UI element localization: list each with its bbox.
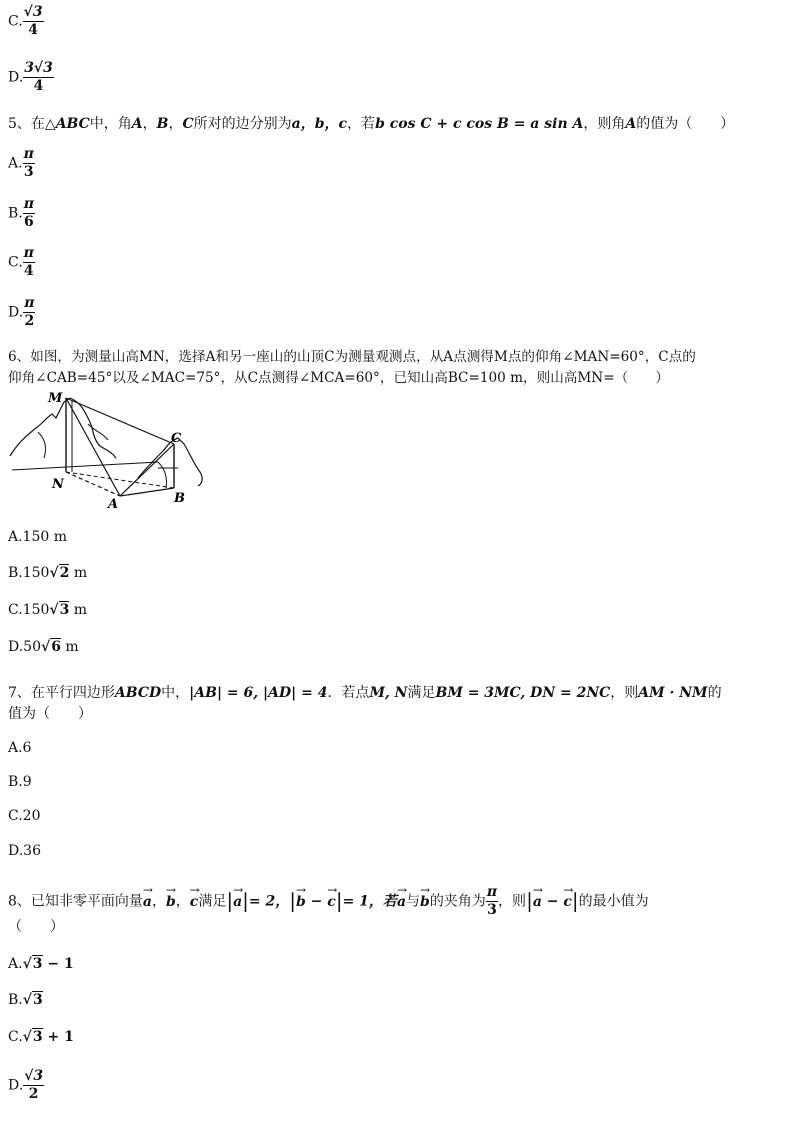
q8-option-b: B.√3 [8, 992, 43, 1008]
q8-stem-line1: 8、已知非零平面向量→ a，→ b，→ c满足|→ a|= 2，|→ b − → c|= 1，若→ a与→ b的夹角为 $\frac{\pi}{3}$ ，则|→ a − → c|的最小值为 [8, 884, 649, 919]
fraction: $\frac{3√3}{4}$ [24, 60, 53, 94]
q6-option-d: D.50√6 m [8, 639, 79, 655]
q7-stem-line2: 值为（ ） [8, 706, 92, 722]
q6-option-c: C.150√3 m [8, 602, 88, 618]
q5-option-c: C. $\frac{\pi}{4}$ [8, 245, 34, 279]
fig-label-b: B [174, 491, 185, 506]
fraction: $\frac{\pi}{3}$ [23, 146, 34, 180]
q8-option-a: A.√3 − 1 [8, 956, 74, 972]
q5-option-b: B. $\frac{\pi}{6}$ [8, 196, 34, 230]
fraction: $\frac{\pi}{3}$ [486, 884, 498, 918]
q6-option-b: B.150√2 m [8, 565, 88, 581]
q8-option-c: C.√3 + 1 [8, 1029, 74, 1045]
fig-label-n: N [52, 477, 64, 492]
mountain-figure [8, 388, 208, 513]
fig-label-c: C [171, 431, 182, 446]
q4-option-c: C. $\frac{√3}{4}$ [8, 4, 43, 38]
fraction: $\frac{\pi}{6}$ [23, 196, 34, 230]
q8-stem-line2: （ ） [8, 919, 64, 935]
fraction: $\frac{√3}{4}$ [23, 4, 43, 38]
fraction: $\frac{√3}{2}$ [24, 1068, 44, 1102]
q7-option-c: C.20 [8, 808, 41, 824]
q4-option-d: D. $\frac{3√3}{4}$ [8, 60, 53, 94]
q5-option-a: A. $\frac{\pi}{3}$ [8, 146, 34, 180]
q6-stem-line2: 仰角∠CAB=45°以及∠MAC=75°，从C点测得∠MCA=60°，已知山高BC=100 m，则山高MN=（ ） [8, 370, 669, 386]
q7-option-a: A.6 [8, 740, 32, 756]
q7-option-b: B.9 [8, 774, 32, 790]
fraction: $\frac{\pi}{2}$ [24, 295, 35, 329]
q5-option-d: D. $\frac{\pi}{2}$ [8, 295, 35, 329]
q7-option-d: D.36 [8, 843, 41, 859]
q5-stem: 5、在△ABC中，角A，B，C所对的边分别为a，b，c，若b cos C + c cos B = a sin A，则角A的值为（ ） [8, 116, 735, 132]
q7-stem-line1: 7、在平行四边形ABCD中，|AB| = 6, |AD| = 4．若点M, N满足BM = 3MC, DN = 2NC，则AM · NM的 [8, 685, 722, 701]
q6-option-a: A.150 m [8, 529, 68, 545]
q8-option-d: D. $\frac{√3}{2}$ [8, 1068, 44, 1102]
fraction: $\frac{\pi}{4}$ [23, 245, 34, 279]
q6-stem-line1: 6、如图，为测量山高MN，选择A和另一座山的山顶C为测量观测点，从A点测得M点的仰角∠MAN=60°，C点的 [8, 349, 696, 365]
fig-label-m: M [48, 391, 63, 406]
fig-label-a: A [108, 497, 119, 512]
